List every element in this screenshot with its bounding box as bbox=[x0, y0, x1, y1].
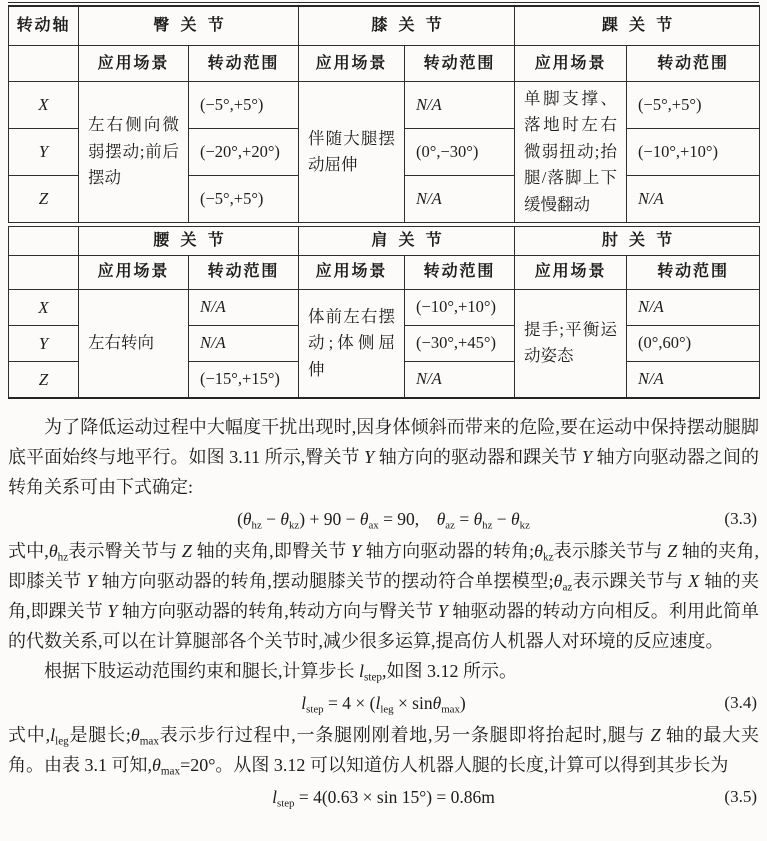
range-cell-shoulder-z: N/A bbox=[405, 361, 515, 398]
empty-axis-header-cell bbox=[9, 226, 79, 255]
range-cell-waist-z: (−15°,+15°) bbox=[189, 361, 299, 398]
range-cell-hip-y: (−20°,+20°) bbox=[189, 128, 299, 175]
range-cell-elbow-y: (0°,60°) bbox=[627, 325, 760, 361]
range-cell-shoulder-x: (−10°,+10°) bbox=[405, 289, 515, 325]
scene-header-shoulder: 应用场景 bbox=[299, 255, 405, 289]
axis-cell-x: X bbox=[9, 82, 79, 129]
range-header-ankle: 转动范围 bbox=[627, 46, 760, 82]
joint-header-waist: 腰关节 bbox=[79, 226, 299, 255]
joint-header-hip: 臀关节 bbox=[79, 6, 299, 46]
range-cell-ankle-x: (−5°,+5°) bbox=[627, 82, 760, 129]
paragraph-1: 为了降低运动过程中大幅度干扰出现时,因身体倾斜而带来的危险,要在运动中保持摆动腿脚底平面始终与地平行。如图 3.11 所示,臀关节 Y 轴方向的驱动器和踝关节 Y 轴方向驱动器之间的转角关系可由下式确定: bbox=[8, 416, 760, 497]
scene-cell-knee: 伴随大腿摆动屈伸 bbox=[299, 82, 405, 223]
axis-cell-x: X bbox=[9, 289, 79, 325]
paragraph-2: 式中$,\theta_{hz}$表示臀关节与 Z 轴的夹角,即臀关节 Y 轴方向驱动器的转角$;\theta_{kz}$表示膝关节与 Z 轴的夹角,即膝关节 Y 轴方向驱动器的转角,摆动腿膝关节的摆动符合单摆模型$;\theta_{az}$表示踝关节与 X 轴的夹角,即踝关节 Y 轴方向驱动器的转角,转动方向与臀关节 Y 轴驱动器的转动方向相反。利用此简单的代数关系,可以在计算腿部各个关节时,减少很多运算,提高仿人机器人对环境的反应速度。 bbox=[8, 540, 760, 651]
range-cell-elbow-x: N/A bbox=[627, 289, 760, 325]
equation-3-5 bbox=[8, 781, 759, 813]
joint-table-upper bbox=[8, 5, 760, 223]
range-header-knee: 转动范围 bbox=[405, 46, 515, 82]
equation-3-3 bbox=[8, 503, 759, 535]
joint-header-shoulder: 肩关节 bbox=[299, 226, 515, 255]
empty-header-cell bbox=[9, 46, 79, 82]
axis-cell-z: Z bbox=[9, 361, 79, 398]
scene-cell-shoulder: 体前左右摆动;体侧屈伸 bbox=[299, 289, 405, 398]
range-cell-knee-y: (0°,−30°) bbox=[405, 128, 515, 175]
equation-3-4-number: (3.4) bbox=[724, 692, 757, 712]
scene-cell-hip: 左右侧向微弱摆动;前后摆动 bbox=[79, 82, 189, 223]
range-cell-elbow-z: N/A bbox=[627, 361, 760, 398]
joint-table-lower bbox=[8, 226, 760, 399]
equation-3-4 bbox=[8, 687, 759, 719]
range-cell-hip-z: (−5°,+5°) bbox=[189, 175, 299, 222]
range-cell-knee-z: N/A bbox=[405, 175, 515, 222]
equation-3-3-expression: $(\theta_{hz} - \theta_{kz}) + 90 - \theta_{ax} = 90$, $\theta_{az} = \theta_{hz} - \theta_{kz}$ bbox=[237, 508, 530, 532]
paragraph-3: 根据下肢运动范围约束和腿长,计算步长 $l_{step}$,如图 3.12 所示。 bbox=[44, 660, 517, 684]
range-cell-hip-x: (−5°,+5°) bbox=[189, 82, 299, 129]
range-cell-waist-y: N/A bbox=[189, 325, 299, 361]
axis-cell-y: Y bbox=[9, 325, 79, 361]
range-header-shoulder: 转动范围 bbox=[405, 255, 515, 289]
scene-cell-ankle: 单脚支撑、落地时左右微弱扭动;抬腿/落脚上下缓慢翻动 bbox=[515, 82, 627, 223]
joint-header-ankle: 踝关节 bbox=[515, 6, 760, 46]
equation-3-4-expression: $l_{step} = 4 \times (l_{leg} \times \sin\theta_{max})$ bbox=[301, 692, 466, 716]
scene-header-hip: 应用场景 bbox=[79, 46, 189, 82]
range-cell-ankle-y: (−10°,+10°) bbox=[627, 128, 760, 175]
scene-cell-waist: 左右转向 bbox=[79, 289, 189, 398]
equation-3-5-number: (3.5) bbox=[724, 786, 757, 806]
range-cell-shoulder-y: (−30°,+45°) bbox=[405, 325, 515, 361]
table-top-rule bbox=[8, 2, 759, 3]
joint-header-knee: 膝关节 bbox=[299, 6, 515, 46]
range-header-elbow: 转动范围 bbox=[627, 255, 760, 289]
scene-cell-elbow: 提手;平衡运动姿态 bbox=[515, 289, 627, 398]
scene-header-knee: 应用场景 bbox=[299, 46, 405, 82]
equation-3-3-number: (3.3) bbox=[724, 508, 757, 528]
axis-header-cell: 转动轴 bbox=[9, 6, 79, 46]
axis-cell-y: Y bbox=[9, 128, 79, 175]
range-cell-knee-x: N/A bbox=[405, 82, 515, 129]
joint-header-elbow: 肘关节 bbox=[515, 226, 760, 255]
body-text bbox=[8, 412, 759, 813]
paragraph-4: 式中$,l_{leg}$是腿长$;\theta_{max}$表示步行过程中,一条腿刚刚着地,另一条腿即将抬起时,腿与 Z 轴的最大夹角。由表 3.1 可知$,\theta_{max}=20^\circ$。从图 3.12 可以知道仿人机器人腿的长度,计算可以得到其步长为 bbox=[8, 724, 760, 778]
axis-cell-z: Z bbox=[9, 175, 79, 222]
scene-header-waist: 应用场景 bbox=[79, 255, 189, 289]
empty-header-cell bbox=[9, 255, 79, 289]
equation-3-5-expression: $l_{step} = 4(0.63 \times \sin 15^\circ) = 0.86m$ bbox=[272, 786, 495, 810]
range-cell-ankle-z: N/A bbox=[627, 175, 760, 222]
range-header-waist: 转动范围 bbox=[189, 255, 299, 289]
range-header-hip: 转动范围 bbox=[189, 46, 299, 82]
scene-header-ankle: 应用场景 bbox=[515, 46, 627, 82]
range-cell-waist-x: N/A bbox=[189, 289, 299, 325]
scene-header-elbow: 应用场景 bbox=[515, 255, 627, 289]
